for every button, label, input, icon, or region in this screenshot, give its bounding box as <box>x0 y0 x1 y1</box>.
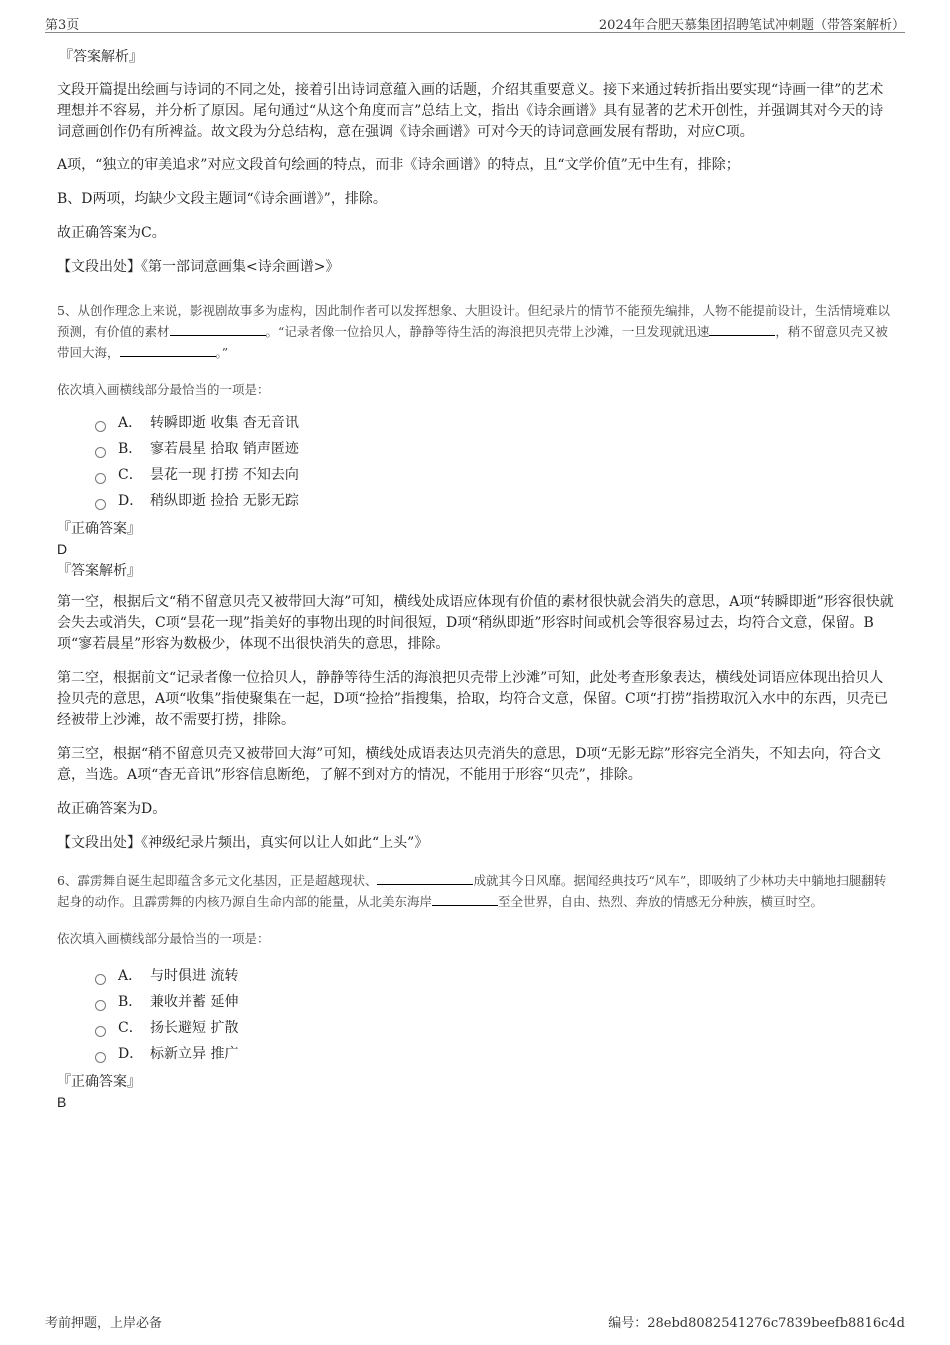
q4-source: 【文段出处】《第一部词意画集<诗余画谱>》 <box>57 259 340 275</box>
document-id: 编号：28ebd8082541276c7839beefb8816c4d <box>608 1316 905 1331</box>
q5-answer: D <box>57 541 68 557</box>
q6-option-d[interactable]: D． 标新立异 推广 <box>95 1041 897 1067</box>
q5-option-b[interactable]: B． 寥若晨星 拾取 销声匿迹 <box>95 436 897 462</box>
q5-analysis-para3: 第三空，根据“稍不留意贝壳又被带回大海”可知，横线处成语表达贝壳消失的意思，D项“无影无踪”形容完全消失，不知去向，符合文意，当选。A项“杳无音讯”形容信息断绝，了解不到对方的情况，不能用于形容“贝壳”，排除。 <box>57 746 881 783</box>
q5-option-d[interactable]: D． 稍纵即逝 捡拾 无影无踪 <box>95 488 897 514</box>
radio-icon[interactable] <box>95 473 106 484</box>
q6-option-c[interactable]: C． 扬长避短 扩散 <box>95 1015 897 1041</box>
page-header <box>45 12 905 33</box>
q6-options <box>95 963 897 1067</box>
main-content <box>57 46 897 1111</box>
q6-answer: B <box>57 1094 67 1110</box>
q5-answer-title: 『正确答案』 <box>57 521 141 537</box>
q5-prompt: 依次填入画横线部分最恰当的一项是： <box>57 382 270 397</box>
q6-blank-2 <box>432 893 498 906</box>
q6-answer-title: 『正确答案』 <box>57 1074 141 1090</box>
q6-stem: 6、霹雳舞自诞生起即蕴含多元文化基因，正是超越现状、 成就其今日风靡。据闻经典技巧“风车”，即吸纳了少林功夫中躺地扫腿翻转起身的动作。且霹雳舞的内核乃源自生命内部的能量，从北美东海岸 至全世界，自由、热烈、奔放的情感无分种族，横亘时空。 <box>57 873 887 909</box>
radio-icon[interactable] <box>95 421 106 432</box>
q5-stem: 5、从创作理念上来说，影视剧故事多为虚构，因此制作者可以发挥想象、大胆设计。但纪录片的情节不能预先编排，人物不能提前设计，生活情境难以预测，有价值的素材 。“记录者像一位拾贝人，静静等待生活的海浪把贝壳带上沙滩，一旦发现就迅速 ，稍不留意贝壳又被带回大海， 。” <box>57 303 890 360</box>
q5-blank-2 <box>709 323 775 336</box>
radio-icon[interactable] <box>95 974 106 985</box>
q6-option-b[interactable]: B． 兼收并蓄 延伸 <box>95 989 897 1015</box>
radio-icon[interactable] <box>95 447 106 458</box>
radio-icon[interactable] <box>95 1000 106 1011</box>
q4-analysis-para2: A项，“独立的审美追求”对应文段首句绘画的特点，而非《诗余画谱》的特点，且“文学价值”无中生有，排除； <box>57 157 740 173</box>
q5-blank-3 <box>120 344 216 357</box>
q5-option-a[interactable]: A． 转瞬即逝 收集 杳无音讯 <box>95 410 897 436</box>
q5-analysis-title: 『答案解析』 <box>57 563 141 579</box>
q5-analysis-conclusion: 故正确答案为D。 <box>57 801 167 817</box>
page-footer <box>45 1312 905 1332</box>
q5-options <box>95 410 897 514</box>
q6-prompt: 依次填入画横线部分最恰当的一项是： <box>57 931 270 946</box>
q5-analysis-para1: 第一空，根据后文“稍不留意贝壳又被带回大海”可知，横线处成语应体现有价值的素材很快就会消失的意思，A项“转瞬即逝”形容很快就会失去或消失，C项“昙花一现”指美好的事物出现的时间很短，D项“稍纵即逝”形容时间或机会等很容易过去，均符合文意，保留。B项“寥若晨星”形容为数极少，体现不出很快消失的意思，排除。 <box>57 594 894 652</box>
q5-option-c[interactable]: C． 昙花一现 打捞 不知去向 <box>95 462 897 488</box>
footer-slogan: 考前押题，上岸必备 <box>45 1316 163 1331</box>
radio-icon[interactable] <box>95 1026 106 1037</box>
q4-analysis-para1: 文段开篇提出绘画与诗词的不同之处，接着引出诗词意蕴入画的话题，介绍其重要意义。接下来通过转折指出要实现“诗画一律”的艺术理想并不容易，并分析了原因。尾句通过“从这个角度而言”总结上文，指出《诗余画谱》具有显著的艺术开创性，并强调其对今天的诗词意画创作仍有所裨益。故文段为分总结构，意在强调《诗余画谱》可对今天的诗词意画发展有帮助，对应C项。 <box>57 82 884 140</box>
q4-analysis-conclusion: 故正确答案为C。 <box>57 225 166 241</box>
q6-option-a[interactable]: A． 与时俱进 流转 <box>95 963 897 989</box>
document-title: 2024年合肥天慕集团招聘笔试冲刺题（带答案解析） <box>598 18 905 33</box>
page-number: 第3页 <box>45 18 80 33</box>
q5-analysis-para2: 第二空，根据前文“记录者像一位拾贝人，静静等待生活的海浪把贝壳带上沙滩”可知，此处考查形象表达，横线处词语应体现出拾贝人捡贝壳的意思，A项“收集”指使聚集在一起，D项“捡拾”指搜集，拾取，均符合文意，保留。C项“打捞”指捞取沉入水中的东西，贝壳已经被带上沙滩，故不需要打捞，排除。 <box>57 670 888 728</box>
radio-icon[interactable] <box>95 1052 106 1063</box>
radio-icon[interactable] <box>95 499 106 510</box>
q4-analysis-title: 『答案解析』 <box>59 49 143 65</box>
q4-analysis-para3: B、D两项，均缺少文段主题词“《诗余画谱》”，排除。 <box>57 191 387 207</box>
q6-blank-1 <box>377 872 473 885</box>
q5-source: 【文段出处】《神级纪录片频出，真实何以让人如此“上头”》 <box>57 835 429 851</box>
q5-blank-1 <box>170 323 266 336</box>
